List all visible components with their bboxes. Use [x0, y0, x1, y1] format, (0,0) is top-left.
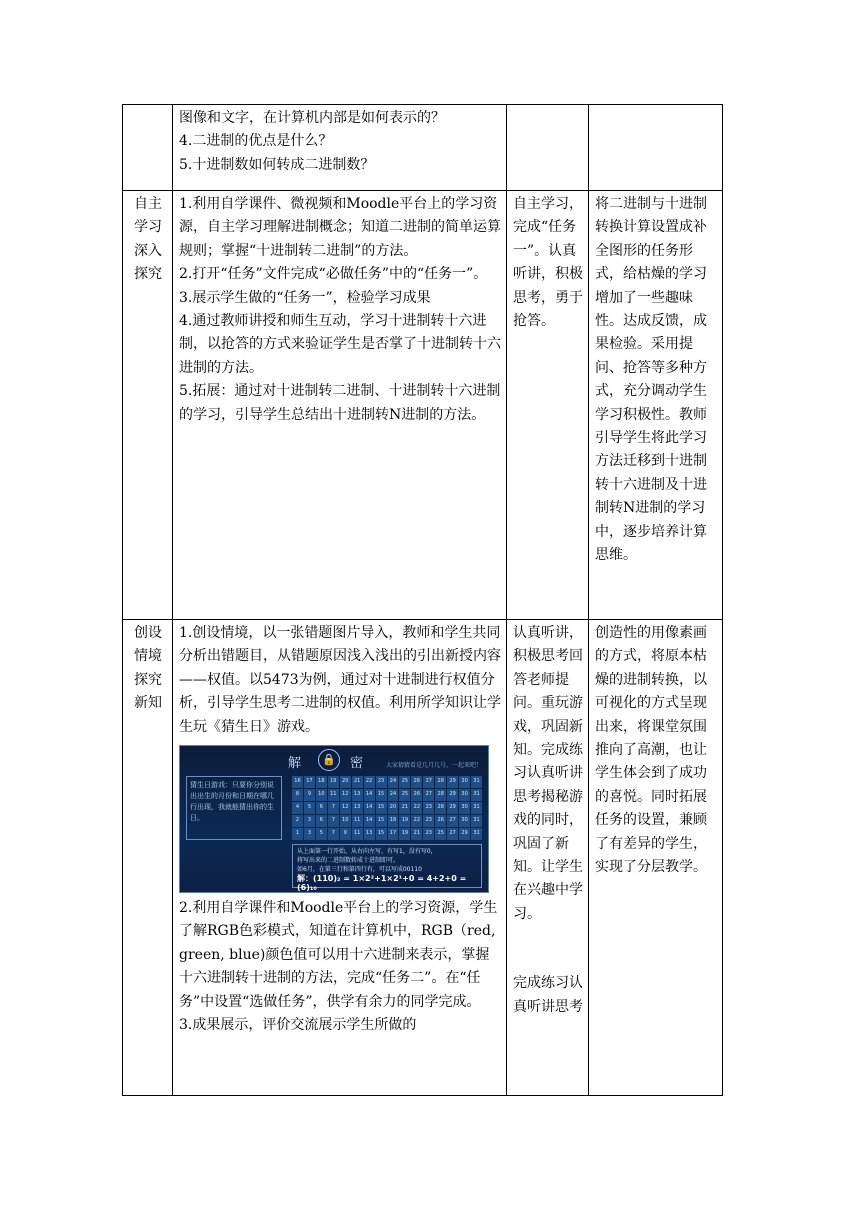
grid-number: 15 [376, 802, 387, 814]
grid-number: 23 [423, 815, 434, 827]
grid-number: 23 [376, 776, 387, 788]
number-grid [292, 776, 482, 840]
grid-number: 28 [435, 789, 446, 801]
content-paragraph: 5.十进制数如何转成二进制数？ [179, 156, 375, 173]
grid-number: 15 [376, 828, 387, 840]
grid-number: 27 [423, 776, 434, 788]
screenshot-title-right: 密 [350, 756, 364, 772]
table-row [123, 620, 723, 1096]
screenshot-top-note: 大家猜猜看是几月几号，一起来吧！ [385, 762, 482, 770]
grid-number: 27 [447, 828, 458, 840]
grid-number: 22 [411, 802, 422, 814]
stage-cell: 自主学习深入探究 [123, 191, 173, 620]
grid-number: 22 [411, 815, 422, 827]
grid-number: 28 [435, 802, 446, 814]
content-paragraph: 2.利用自学课件和Moodle平台上的学习资源，学生了解RGB色彩模式，知道在计算机中，RGB（red, green, blue)颜色值可以用十六进制来表示，掌握十六进制转十进制的方法，完成“任务二”。在“任务”中设置“选做任务”，供学有余力的同学完成。 [179, 900, 498, 1010]
design-intent-cell [589, 105, 723, 191]
grid-number: 13 [352, 789, 363, 801]
grid-number: 17 [388, 828, 399, 840]
grid-number: 12 [340, 802, 351, 814]
grid-number: 27 [423, 789, 434, 801]
student-activity-cell [507, 620, 589, 1096]
content-paragraph: 1.利用自学课件、微视频和Moodle平台上的学习资源，自主学习理解进制概念；知道二进制的简单运算规则；掌握“十进制转二进制”的方法。 [179, 196, 501, 259]
grid-number: 19 [328, 776, 339, 788]
guess-birthday-game-screenshot [179, 745, 489, 893]
content-cell [173, 620, 507, 1096]
lesson-plan-table [122, 104, 723, 1096]
grid-number: 25 [435, 828, 446, 840]
grid-number: 10 [340, 815, 351, 827]
spacer [513, 926, 583, 949]
grid-number: 20 [340, 776, 351, 788]
grid-number: 11 [352, 828, 363, 840]
student-activity-cell: 自主学习，完成“任务一”。认真听讲，积极思考，勇于抢答。 [507, 191, 589, 620]
grid-number: 9 [304, 789, 315, 801]
grid-number: 31 [471, 815, 482, 827]
student-activity-text: 认真听讲，积极思考回答老师提问。重玩游戏，巩固新知。完成练习认真听讲思考揭秘游戏的同时，巩固了新知。让学生在兴趣中学习。 [513, 625, 583, 922]
grid-number: 14 [364, 789, 375, 801]
grid-number: 28 [435, 776, 446, 788]
grid-number: 20 [388, 802, 399, 814]
grid-number: 29 [459, 828, 470, 840]
content-paragraph: 1.创设情境，以一张错题图片导入，教师和学生共同分析出错题目，从错题原因浅入浅出的引出新授内容——权值。以5473为例，通过对十进制进行权值分析，引导学生思考二进制的权值。利用所学知识让学生玩《猜生日》游戏。 [179, 625, 501, 735]
grid-number: 10 [316, 789, 327, 801]
grid-number: 19 [399, 828, 410, 840]
grid-number: 14 [364, 815, 375, 827]
design-intent-cell: 将二进制与十进制转换计算设置成补全图形的任务形式，给枯燥的学习增加了一些趣味性。达成反馈，成果检验。采用提问、抢答等多种方式，充分调动学生学习积极性。教师引导学生将此学习方法迁移到十进制转十六进制及十进制转N进制的学习中，逐步培养计算思维。 [589, 191, 723, 620]
grid-number: 7 [328, 815, 339, 827]
student-activity-cell [507, 105, 589, 191]
grid-number: 23 [423, 828, 434, 840]
grid-number: 11 [328, 789, 339, 801]
solution-formula: 解：(110)₂ = 1×2²+1×2¹+0 = 4+2+0 = (6)₁₀ [297, 874, 467, 893]
grid-number: 29 [447, 789, 458, 801]
grid-number: 24 [388, 776, 399, 788]
grid-number: 18 [316, 776, 327, 788]
grid-number: 3 [304, 828, 315, 840]
grid-number: 2 [292, 815, 303, 827]
grid-number: 3 [304, 815, 315, 827]
content-paragraph: 4.通过教师讲授和师生互动，学习十进制转十六进制，以抢答的方式来验证学生是否掌了十进制转十六进制的方法。 [179, 313, 501, 376]
grid-number: 27 [447, 815, 458, 827]
grid-number: 31 [471, 776, 482, 788]
grid-number: 13 [352, 802, 363, 814]
stage-cell: 创设情境探究新知 [123, 620, 173, 1096]
content-cell [173, 191, 507, 620]
grid-number: 25 [399, 789, 410, 801]
grid-number: 26 [411, 789, 422, 801]
grid-number: 21 [399, 802, 410, 814]
grid-number: 6 [316, 815, 327, 827]
content-paragraph: 图像和文字，在计算机内部是如何表示的？ [179, 110, 445, 126]
grid-number: 12 [340, 789, 351, 801]
grid-number: 29 [447, 776, 458, 788]
spacer [513, 949, 583, 972]
solution-panel [292, 844, 482, 893]
solution-line: 从上面第一行开始，从右向左写，有写1，没有写0， [297, 848, 437, 856]
grid-number: 11 [352, 815, 363, 827]
grid-number: 30 [459, 815, 470, 827]
grid-number: 1 [292, 828, 303, 840]
grid-number: 5 [316, 828, 327, 840]
grid-number: 21 [352, 776, 363, 788]
grid-number: 19 [399, 815, 410, 827]
table-row [123, 105, 723, 191]
student-activity-text: 完成练习认真听讲思考 [513, 975, 583, 1015]
grid-number: 25 [399, 776, 410, 788]
grid-number: 23 [423, 802, 434, 814]
grid-number: 18 [388, 815, 399, 827]
grid-number: 31 [471, 789, 482, 801]
grid-number: 17 [304, 776, 315, 788]
grid-number: 16 [292, 776, 303, 788]
grid-number: 15 [376, 789, 387, 801]
content-paragraph: 4.二进制的优点是什么？ [179, 133, 333, 150]
solution-line: 如6月，在第三行和第四行有，可以写成00110 [297, 866, 422, 874]
grid-number: 13 [364, 828, 375, 840]
game-instruction-box: 猜生日游戏：只要你分别说出出生的月份和日期在哪几行出现，我就能猜出你的生日。 [186, 776, 282, 840]
grid-number: 31 [471, 828, 482, 840]
grid-number: 9 [340, 828, 351, 840]
grid-number: 8 [292, 789, 303, 801]
table-row [123, 191, 723, 620]
grid-number: 15 [376, 815, 387, 827]
content-paragraph: 3.成果展示，评价交流展示学生所做的 [179, 1017, 417, 1034]
grid-number: 29 [447, 802, 458, 814]
screenshot-title-left: 解 [288, 756, 306, 772]
solution-line: 将写出来的二进制数转成十进制即可。 [297, 857, 400, 865]
grid-number: 26 [435, 815, 446, 827]
stage-cell [123, 105, 173, 191]
grid-number: 4 [292, 802, 303, 814]
lock-icon: 🔒 [318, 749, 340, 771]
grid-number: 31 [471, 802, 482, 814]
content-paragraph: 3.展示学生做的“任务一”，检验学习成果 [179, 289, 431, 306]
grid-number: 21 [411, 828, 422, 840]
grid-number: 22 [364, 776, 375, 788]
content-paragraph: 2.打开“任务”文件完成“必做任务”中的“任务一”。 [179, 266, 488, 283]
grid-number: 30 [459, 789, 470, 801]
grid-number: 5 [304, 802, 315, 814]
grid-number: 26 [411, 776, 422, 788]
grid-number: 30 [459, 776, 470, 788]
design-intent-cell: 创造性的用像素画的方式，将原本枯燥的进制转换，以可视化的方式呈现出来，将课堂氛围推向了高潮，也让学生体会到了成功的喜悦。同时拓展任务的设置，兼顾了有差异的学生，实现了分层教学。 [589, 620, 723, 1096]
grid-number: 24 [388, 789, 399, 801]
content-cell [173, 105, 507, 191]
grid-number: 7 [328, 802, 339, 814]
grid-number: 6 [316, 802, 327, 814]
grid-number: 30 [459, 802, 470, 814]
grid-number: 14 [364, 802, 375, 814]
grid-number: 7 [328, 828, 339, 840]
content-paragraph: 5.拓展：通过对十进制转二进制、十进制转十六进制的学习，引导学生总结出十进制转N进制的方法。 [179, 383, 501, 423]
